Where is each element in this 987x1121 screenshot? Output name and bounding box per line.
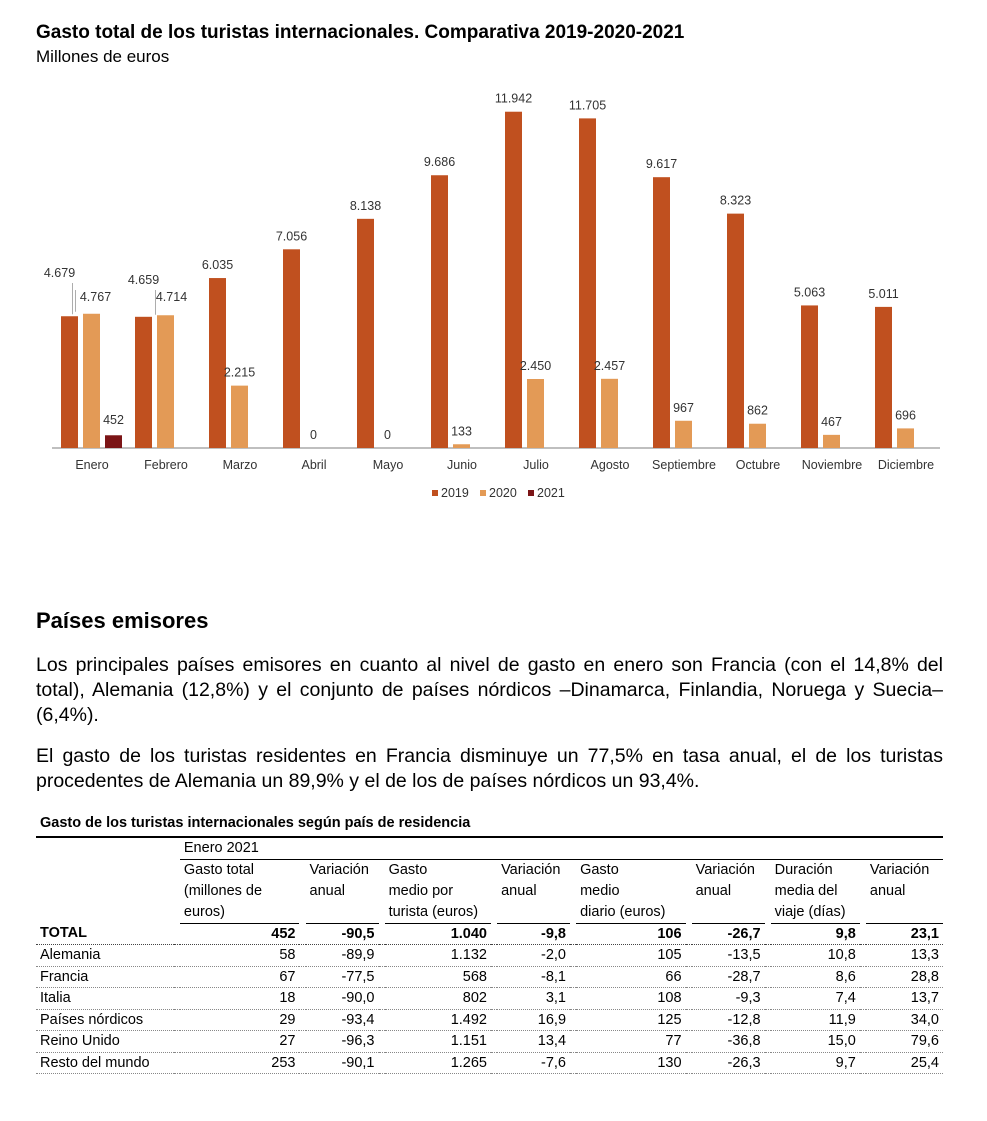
- x-tick-label: Marzo: [222, 458, 258, 472]
- bar-2020: [453, 444, 470, 448]
- column-header: [692, 859, 765, 923]
- data-label: 2.450: [519, 359, 552, 374]
- paragraph-1: Los principales países emisores en cuanto al nivel de gasto en enero son Francia (con el 14,8% del total), Alemania (12,8%) y el conjunto de países nórdicos –Dinamarca, Finlandia, Noruega y Suecia– (6,4%).: [36, 654, 943, 726]
- data-label: 9.617: [645, 157, 678, 172]
- bar-chart: [0, 0, 987, 520]
- table-row: [36, 1031, 943, 1053]
- table-row: [36, 1009, 943, 1031]
- paragraph-2: El gasto de los turistas residentes en Francia disminuye un 77,5% en tasa anual, el de los turistas procedentes de Alemania un 89,9% y el de los de países nórdicos un 93,4%.: [36, 745, 943, 792]
- bar-2019: [357, 219, 374, 448]
- data-label: 696: [895, 408, 916, 423]
- data-label: 5.063: [793, 285, 826, 300]
- table-value: 28,8: [866, 966, 943, 988]
- table-row: [36, 945, 943, 967]
- data-label: 7.056: [275, 229, 308, 244]
- table-value: -77,5: [306, 966, 379, 988]
- x-tick-label: Agosto: [590, 458, 630, 472]
- table-value: 27: [180, 1031, 300, 1053]
- bar-2020: [231, 386, 248, 448]
- x-tick-label: Julio: [523, 458, 549, 472]
- legend-swatch-2020: [480, 490, 486, 496]
- table-value: -8,1: [497, 966, 570, 988]
- bar-2020: [601, 379, 618, 448]
- table-value: -26,3: [692, 1052, 765, 1074]
- row-label: Reino Unido: [36, 1031, 174, 1053]
- table-value: 125: [576, 1009, 685, 1031]
- column-header-line: (millones de: [183, 882, 263, 899]
- column-header: [771, 859, 860, 923]
- x-tick-label: Junio: [447, 458, 477, 472]
- data-label: 0: [310, 428, 317, 442]
- table-value: -28,7: [692, 966, 765, 988]
- table-value: 8,6: [771, 966, 860, 988]
- x-tick-label: Octubre: [735, 458, 781, 472]
- table-value: -90,0: [306, 988, 379, 1010]
- table-value: -12,8: [692, 1009, 765, 1031]
- table-value: 79,6: [866, 1031, 943, 1053]
- row-label: Resto del mundo: [36, 1052, 174, 1074]
- x-tick-label: Septiembre: [652, 458, 716, 472]
- bar-2020: [897, 428, 914, 448]
- row-label: Países nórdicos: [36, 1009, 174, 1031]
- row-label: TOTAL: [36, 923, 174, 945]
- x-tick-label: Enero: [75, 458, 109, 472]
- data-label: 11.705: [568, 98, 607, 113]
- table-value: 15,0: [771, 1031, 860, 1053]
- bar-2019: [875, 307, 892, 448]
- table-value: 452: [180, 923, 300, 945]
- table-value: 16,9: [497, 1009, 570, 1031]
- table-value: 106: [576, 923, 685, 945]
- data-label: 4.767: [79, 290, 112, 304]
- column-header-line: euros): [183, 903, 225, 920]
- table-value: 105: [576, 945, 685, 967]
- table-corner: [36, 859, 174, 923]
- chart-title: Gasto total de los turistas internacionales. Comparativa 2019-2020-2021: [36, 22, 685, 43]
- table-value: -93,4: [306, 1009, 379, 1031]
- table-value: -96,3: [306, 1031, 379, 1053]
- table-value: 9,7: [771, 1052, 860, 1074]
- table-value: 23,1: [866, 923, 943, 945]
- column-header-line: Variación: [695, 861, 755, 878]
- column-header: [497, 859, 570, 923]
- column-header-line: anual: [309, 882, 346, 899]
- table-value: 67: [180, 966, 300, 988]
- bar-2020: [527, 379, 544, 448]
- data-label: 967: [673, 400, 694, 415]
- table-value: -7,6: [497, 1052, 570, 1074]
- bar-2019: [283, 249, 300, 448]
- data-label: 0: [384, 428, 391, 442]
- bar-2021: [105, 435, 122, 448]
- column-header-line: Gasto: [388, 861, 428, 878]
- data-label: 8.323: [719, 193, 752, 208]
- table-value: 3,1: [497, 988, 570, 1010]
- column-header-line: Variación: [309, 861, 369, 878]
- table-value: 253: [180, 1052, 300, 1074]
- data-label: 8.138: [349, 198, 382, 213]
- bar-2019: [801, 305, 818, 448]
- table-value: 58: [180, 945, 300, 967]
- table-value: -90,5: [306, 923, 379, 945]
- column-header-line: medio por: [388, 882, 454, 899]
- row-label: Alemania: [36, 945, 174, 967]
- table-value: 568: [385, 966, 491, 988]
- column-header: [180, 859, 300, 923]
- data-label: 2.215: [223, 365, 256, 380]
- table-value: 108: [576, 988, 685, 1010]
- x-tick-label: Abril: [301, 458, 327, 472]
- table-period: Enero 2021: [180, 837, 943, 859]
- column-header-line: Gasto: [580, 861, 619, 878]
- bar-2020: [749, 424, 766, 448]
- table-value: -26,7: [692, 923, 765, 945]
- table-value: 1.265: [385, 1052, 491, 1074]
- legend-label: 2021: [537, 486, 565, 500]
- column-header-line: viaje (días): [774, 903, 846, 920]
- column-header-line: media del: [774, 882, 838, 899]
- x-tick-label: Diciembre: [877, 458, 935, 472]
- bar-2019: [209, 278, 226, 448]
- table-value: -13,5: [692, 945, 765, 967]
- x-tick-label: Febrero: [144, 458, 188, 472]
- data-label: 133: [451, 424, 472, 439]
- table-value: 34,0: [866, 1009, 943, 1031]
- data-label: 4.714: [155, 290, 188, 304]
- table-corner: [36, 837, 174, 859]
- table-value: 25,4: [866, 1052, 943, 1074]
- data-label: 9.686: [423, 155, 456, 170]
- table-value: 130: [576, 1052, 685, 1074]
- legend-swatch-2021: [528, 490, 534, 496]
- row-label: Francia: [36, 966, 174, 988]
- bar-2019: [135, 317, 152, 448]
- legend-label: 2020: [489, 486, 517, 500]
- table-value: 13,7: [866, 988, 943, 1010]
- table-value: -89,9: [306, 945, 379, 967]
- column-header-line: diario (euros): [580, 903, 666, 920]
- legend-swatch-2019: [432, 490, 438, 496]
- table-value: -9,8: [497, 923, 570, 945]
- column-header-line: Variación: [869, 861, 930, 878]
- data-label: 467: [821, 414, 842, 429]
- bar-2019: [579, 118, 596, 448]
- data-label: 6.035: [201, 258, 234, 273]
- table-value: 13,3: [866, 945, 943, 967]
- column-header-line: turista (euros): [388, 903, 479, 920]
- table-value: 13,4: [497, 1031, 570, 1053]
- table-row: [36, 988, 943, 1010]
- row-label: Italia: [36, 988, 174, 1010]
- table-value: -36,8: [692, 1031, 765, 1053]
- column-header: [576, 859, 685, 923]
- column-header: [306, 859, 379, 923]
- data-label: 4.679: [43, 266, 76, 280]
- table-value: 9,8: [771, 923, 860, 945]
- section-title: Países emisores: [36, 608, 209, 633]
- table-value: 7,4: [771, 988, 860, 1010]
- table-value: 77: [576, 1031, 685, 1053]
- table-row: [36, 966, 943, 988]
- bar-2019: [61, 316, 78, 448]
- bar-2019: [653, 177, 670, 448]
- bar-2019: [431, 175, 448, 448]
- bar-2020: [83, 314, 100, 448]
- bar-2019: [727, 214, 744, 448]
- chart-subtitle: Millones de euros: [36, 47, 170, 66]
- data-label: 2.457: [593, 358, 626, 373]
- bar-2020: [157, 315, 174, 448]
- column-header: [385, 859, 491, 923]
- table-value: 29: [180, 1009, 300, 1031]
- table-value: 1.151: [385, 1031, 491, 1053]
- data-label: 11.942: [494, 91, 533, 106]
- data-label: 5.011: [868, 286, 899, 301]
- table-header-row: [36, 859, 943, 923]
- bar-2020: [675, 421, 692, 448]
- column-header-line: Duración: [774, 861, 833, 878]
- data-table: [36, 836, 943, 1074]
- column-header-line: Variación: [501, 861, 561, 878]
- column-header-line: Gasto total: [183, 861, 255, 878]
- data-label: 452: [103, 413, 124, 427]
- data-label: 862: [747, 403, 768, 418]
- table-total-row: [36, 923, 943, 945]
- column-header-line: medio: [580, 882, 620, 899]
- x-tick-label: Noviembre: [801, 458, 863, 472]
- table-value: 802: [385, 988, 491, 1010]
- table-row: [36, 1052, 943, 1074]
- column-header-line: anual: [869, 882, 906, 899]
- bar-2020: [823, 435, 840, 448]
- table-value: 11,9: [771, 1009, 860, 1031]
- table-value: 18: [180, 988, 300, 1010]
- table-value: -2,0: [497, 945, 570, 967]
- table-value: 1.040: [385, 923, 491, 945]
- table-value: -9,3: [692, 988, 765, 1010]
- table-period-row: [36, 837, 943, 859]
- table-value: 10,8: [771, 945, 860, 967]
- table-value: -90,1: [306, 1052, 379, 1074]
- table-value: 1.132: [385, 945, 491, 967]
- data-label: 4.659: [127, 273, 160, 287]
- column-header-line: anual: [695, 882, 732, 899]
- bar-2019: [505, 112, 522, 448]
- table-value: 1.492: [385, 1009, 491, 1031]
- legend-label: 2019: [441, 486, 469, 500]
- table-value: 66: [576, 966, 685, 988]
- column-header-line: anual: [501, 882, 537, 899]
- table-title: Gasto de los turistas internacionales según país de residencia: [40, 815, 471, 831]
- x-tick-label: Mayo: [372, 458, 404, 472]
- column-header: [866, 859, 943, 923]
